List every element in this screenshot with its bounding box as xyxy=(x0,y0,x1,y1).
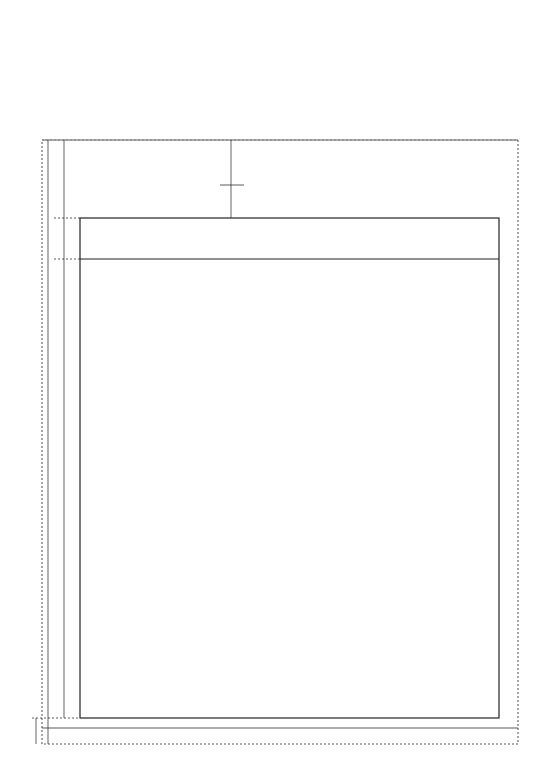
page-outline xyxy=(42,140,518,744)
table-frame xyxy=(80,218,499,718)
